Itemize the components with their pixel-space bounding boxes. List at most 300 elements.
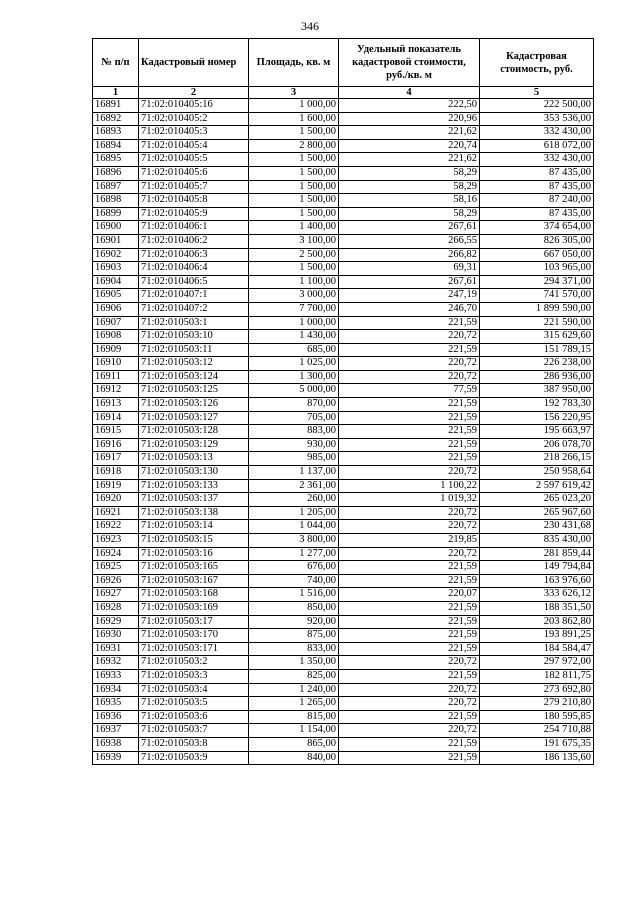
row-number: 16901 (93, 234, 139, 248)
row-number: 16906 (93, 302, 139, 316)
cadastral-number: 71:02:010503:127 (139, 411, 249, 425)
unit-rate-value: 69,31 (339, 262, 480, 276)
unit-rate-value: 222,50 (339, 99, 480, 113)
area-value: 740,00 (249, 574, 339, 588)
row-number: 16912 (93, 384, 139, 398)
table-row (93, 139, 594, 153)
header-area: Площадь, кв. м (249, 39, 339, 87)
cadastral-value: 265 023,20 (480, 493, 594, 507)
area-value: 1 500,00 (249, 180, 339, 194)
unit-rate-value: 219,85 (339, 534, 480, 548)
unit-rate-value: 220,72 (339, 506, 480, 520)
unit-rate-value: 220,07 (339, 588, 480, 602)
unit-rate-value: 220,72 (339, 547, 480, 561)
unit-rate-value: 221,59 (339, 425, 480, 439)
cadastral-number: 71:02:010503:169 (139, 601, 249, 615)
unit-rate-value: 1 019,32 (339, 493, 480, 507)
row-number: 16937 (93, 724, 139, 738)
table-row (93, 99, 594, 113)
cadastral-value: 163 976,60 (480, 574, 594, 588)
unit-rate-value: 267,61 (339, 221, 480, 235)
area-value: 833,00 (249, 642, 339, 656)
table-row (93, 398, 594, 412)
row-number: 16919 (93, 479, 139, 493)
table-row (93, 629, 594, 643)
row-number: 16938 (93, 737, 139, 751)
cadastral-value: 826 305,00 (480, 234, 594, 248)
header-cadastral-value: Кадастровая стоимость, руб. (480, 39, 594, 87)
cadastral-number: 71:02:010503:168 (139, 588, 249, 602)
area-value: 1 400,00 (249, 221, 339, 235)
unit-rate-value: 58,29 (339, 180, 480, 194)
cadastral-value: 149 794,84 (480, 561, 594, 575)
area-value: 7 700,00 (249, 302, 339, 316)
column-number: 5 (480, 87, 594, 99)
area-value: 825,00 (249, 669, 339, 683)
unit-rate-value: 221,62 (339, 126, 480, 140)
cadastral-value: 254 710,88 (480, 724, 594, 738)
row-number: 16933 (93, 669, 139, 683)
area-value: 1 600,00 (249, 112, 339, 126)
table-row (93, 452, 594, 466)
unit-rate-value: 220,72 (339, 724, 480, 738)
cadastral-value: 281 859,44 (480, 547, 594, 561)
cadastral-value: 741 570,00 (480, 289, 594, 303)
cadastral-number: 71:02:010503:137 (139, 493, 249, 507)
cadastral-number: 71:02:010503:167 (139, 574, 249, 588)
cadastral-value: 192 783,30 (480, 398, 594, 412)
cadastral-number: 71:02:010405:4 (139, 139, 249, 153)
cadastral-number: 71:02:010503:11 (139, 343, 249, 357)
unit-rate-value: 58,16 (339, 194, 480, 208)
unit-rate-value: 221,59 (339, 398, 480, 412)
table-row (93, 180, 594, 194)
cadastral-number: 71:02:010406:4 (139, 262, 249, 276)
cadastral-number: 71:02:010405:5 (139, 153, 249, 167)
area-value: 3 800,00 (249, 534, 339, 548)
row-number: 16936 (93, 710, 139, 724)
cadastral-number: 71:02:010503:6 (139, 710, 249, 724)
cadastral-number: 71:02:010503:130 (139, 466, 249, 480)
cadastral-number: 71:02:010405:6 (139, 166, 249, 180)
table-row (93, 126, 594, 140)
unit-rate-value: 221,59 (339, 615, 480, 629)
unit-rate-value: 221,59 (339, 710, 480, 724)
table-row (93, 316, 594, 330)
row-number: 16910 (93, 357, 139, 371)
table-row (93, 574, 594, 588)
table-body (93, 99, 594, 765)
unit-rate-value: 220,72 (339, 466, 480, 480)
table-row (93, 751, 594, 765)
area-value: 1 430,00 (249, 330, 339, 344)
table-row (93, 534, 594, 548)
table-row (93, 370, 594, 384)
page-number: 346 (301, 19, 319, 33)
cadastral-number: 71:02:010405:3 (139, 126, 249, 140)
unit-rate-value: 221,59 (339, 574, 480, 588)
table-row (93, 466, 594, 480)
row-number: 16923 (93, 534, 139, 548)
cadastral-value: 221 590,00 (480, 316, 594, 330)
cadastral-value: 294 371,00 (480, 275, 594, 289)
row-number: 16902 (93, 248, 139, 262)
row-number: 16917 (93, 452, 139, 466)
table-row (93, 153, 594, 167)
cadastral-number: 71:02:010503:3 (139, 669, 249, 683)
table-row (93, 601, 594, 615)
cadastral-value: 180 595,85 (480, 710, 594, 724)
cadastral-value: 87 435,00 (480, 180, 594, 194)
area-value: 705,00 (249, 411, 339, 425)
cadastral-number: 71:02:010406:3 (139, 248, 249, 262)
table-row (93, 411, 594, 425)
cadastral-value: 265 967,60 (480, 506, 594, 520)
cadastral-number: 71:02:010406:5 (139, 275, 249, 289)
cadastral-number: 71:02:010503:5 (139, 697, 249, 711)
row-number: 16893 (93, 126, 139, 140)
cadastral-number: 71:02:010405:2 (139, 112, 249, 126)
row-number: 16894 (93, 139, 139, 153)
cadastral-number: 71:02:010503:4 (139, 683, 249, 697)
unit-rate-value: 221,59 (339, 438, 480, 452)
cadastral-number: 71:02:010503:9 (139, 751, 249, 765)
unit-rate-value: 77,59 (339, 384, 480, 398)
table-row (93, 737, 594, 751)
area-value: 930,00 (249, 438, 339, 452)
cadastral-value: 279 210,80 (480, 697, 594, 711)
area-value: 2 500,00 (249, 248, 339, 262)
unit-rate-value: 58,29 (339, 166, 480, 180)
area-value: 2 800,00 (249, 139, 339, 153)
cadastral-number: 71:02:010503:129 (139, 438, 249, 452)
header-number: № п/п (93, 39, 139, 87)
area-value: 840,00 (249, 751, 339, 765)
table-row (93, 166, 594, 180)
cadastral-value: 1 899 590,00 (480, 302, 594, 316)
unit-rate-value: 246,70 (339, 302, 480, 316)
cadastral-number: 71:02:010503:133 (139, 479, 249, 493)
row-number: 16930 (93, 629, 139, 643)
column-number: 1 (93, 87, 139, 99)
area-value: 1 500,00 (249, 153, 339, 167)
cadastral-value: 184 584,47 (480, 642, 594, 656)
cadastral-value: 250 958,64 (480, 466, 594, 480)
cadastral-value: 87 435,00 (480, 207, 594, 221)
column-number-row (93, 87, 594, 99)
row-number: 16898 (93, 194, 139, 208)
cadastral-number: 71:02:010503:10 (139, 330, 249, 344)
cadastral-value: 286 936,00 (480, 370, 594, 384)
cadastral-value: 618 072,00 (480, 139, 594, 153)
row-number: 16939 (93, 751, 139, 765)
area-value: 1 205,00 (249, 506, 339, 520)
cadastral-value: 333 626,12 (480, 588, 594, 602)
area-value: 1 500,00 (249, 166, 339, 180)
unit-rate-value: 221,59 (339, 669, 480, 683)
unit-rate-value: 221,59 (339, 601, 480, 615)
table-row (93, 357, 594, 371)
unit-rate-value: 220,74 (339, 139, 480, 153)
cadastral-number: 71:02:010503:170 (139, 629, 249, 643)
cadastral-number: 71:02:010503:1 (139, 316, 249, 330)
row-number: 16918 (93, 466, 139, 480)
cadastral-value: 151 789,15 (480, 343, 594, 357)
row-number: 16922 (93, 520, 139, 534)
unit-rate-value: 220,96 (339, 112, 480, 126)
cadastral-value: 273 692,80 (480, 683, 594, 697)
row-number: 16924 (93, 547, 139, 561)
cadastral-number: 71:02:010503:16 (139, 547, 249, 561)
table-row (93, 506, 594, 520)
area-value: 676,00 (249, 561, 339, 575)
table-row (93, 615, 594, 629)
unit-rate-value: 221,59 (339, 751, 480, 765)
row-number: 16897 (93, 180, 139, 194)
table-row (93, 207, 594, 221)
row-number: 16891 (93, 99, 139, 113)
row-number: 16926 (93, 574, 139, 588)
area-value: 5 000,00 (249, 384, 339, 398)
row-number: 16895 (93, 153, 139, 167)
area-value: 1 500,00 (249, 262, 339, 276)
table-row (93, 425, 594, 439)
row-number: 16928 (93, 601, 139, 615)
row-number: 16896 (93, 166, 139, 180)
table-row (93, 234, 594, 248)
column-number: 4 (339, 87, 480, 99)
cadastral-number: 71:02:010405:16 (139, 99, 249, 113)
header-row (93, 39, 594, 87)
cadastral-value: 332 430,00 (480, 126, 594, 140)
area-value: 1 350,00 (249, 656, 339, 670)
unit-rate-value: 221,59 (339, 561, 480, 575)
unit-rate-value: 58,29 (339, 207, 480, 221)
cadastral-value: 230 431,68 (480, 520, 594, 534)
area-value: 1 277,00 (249, 547, 339, 561)
cadastral-number: 71:02:010503:138 (139, 506, 249, 520)
cadastral-value: 103 965,00 (480, 262, 594, 276)
row-number: 16925 (93, 561, 139, 575)
row-number: 16934 (93, 683, 139, 697)
cadastral-value: 186 135,60 (480, 751, 594, 765)
area-value: 815,00 (249, 710, 339, 724)
unit-rate-value: 221,59 (339, 411, 480, 425)
table-row (93, 275, 594, 289)
cadastral-number: 71:02:010407:1 (139, 289, 249, 303)
cadastral-value: 203 862,80 (480, 615, 594, 629)
table-row (93, 262, 594, 276)
area-value: 2 361,00 (249, 479, 339, 493)
cadastral-value: 353 536,00 (480, 112, 594, 126)
cadastral-number: 71:02:010503:15 (139, 534, 249, 548)
table-row (93, 221, 594, 235)
cadastral-value: 332 430,00 (480, 153, 594, 167)
table-row (93, 384, 594, 398)
area-value: 1 500,00 (249, 207, 339, 221)
row-number: 16892 (93, 112, 139, 126)
table-row (93, 588, 594, 602)
row-number: 16908 (93, 330, 139, 344)
table-row (93, 656, 594, 670)
cadastral-value: 193 891,25 (480, 629, 594, 643)
cadastral-value: 87 240,00 (480, 194, 594, 208)
area-value: 1 500,00 (249, 194, 339, 208)
row-number: 16905 (93, 289, 139, 303)
row-number: 16903 (93, 262, 139, 276)
cadastral-number: 71:02:010503:7 (139, 724, 249, 738)
table-row (93, 479, 594, 493)
table-row (93, 302, 594, 316)
cadastral-number: 71:02:010503:12 (139, 357, 249, 371)
unit-rate-value: 220,72 (339, 697, 480, 711)
table-row (93, 724, 594, 738)
area-value: 1 000,00 (249, 316, 339, 330)
cadastral-number: 71:02:010503:165 (139, 561, 249, 575)
cadastral-number: 71:02:010406:2 (139, 234, 249, 248)
unit-rate-value: 221,59 (339, 343, 480, 357)
cadastral-number: 71:02:010405:8 (139, 194, 249, 208)
cadastral-value: 222 500,00 (480, 99, 594, 113)
row-number: 16916 (93, 438, 139, 452)
table-row (93, 561, 594, 575)
cadastral-value: 156 220,95 (480, 411, 594, 425)
table-row (93, 683, 594, 697)
area-value: 1 100,00 (249, 275, 339, 289)
cadastral-value: 2 597 619,42 (480, 479, 594, 493)
header-cadastral-number: Кадастровый номер (139, 39, 249, 87)
cadastral-table (92, 38, 594, 765)
cadastral-value: 188 351,50 (480, 601, 594, 615)
area-value: 685,00 (249, 343, 339, 357)
unit-rate-value: 220,72 (339, 520, 480, 534)
area-value: 1 516,00 (249, 588, 339, 602)
cadastral-number: 71:02:010503:2 (139, 656, 249, 670)
unit-rate-value: 221,59 (339, 642, 480, 656)
unit-rate-value: 221,59 (339, 629, 480, 643)
area-value: 1 154,00 (249, 724, 339, 738)
cadastral-value: 182 811,75 (480, 669, 594, 683)
unit-rate-value: 220,72 (339, 683, 480, 697)
unit-rate-value: 221,62 (339, 153, 480, 167)
cadastral-value: 315 629,60 (480, 330, 594, 344)
area-value: 1 265,00 (249, 697, 339, 711)
unit-rate-value: 220,72 (339, 656, 480, 670)
row-number: 16904 (93, 275, 139, 289)
column-number: 3 (249, 87, 339, 99)
area-value: 1 025,00 (249, 357, 339, 371)
cadastral-value: 387 950,00 (480, 384, 594, 398)
area-value: 1 500,00 (249, 126, 339, 140)
table-row (93, 330, 594, 344)
area-value: 3 100,00 (249, 234, 339, 248)
unit-rate-value: 220,72 (339, 330, 480, 344)
row-number: 16914 (93, 411, 139, 425)
table-row (93, 289, 594, 303)
cadastral-value: 226 238,00 (480, 357, 594, 371)
table-row (93, 493, 594, 507)
table-row (93, 547, 594, 561)
table-row (93, 194, 594, 208)
cadastral-value: 87 435,00 (480, 166, 594, 180)
unit-rate-value: 266,55 (339, 234, 480, 248)
cadastral-value: 667 050,00 (480, 248, 594, 262)
table-row (93, 697, 594, 711)
cadastral-number: 71:02:010503:128 (139, 425, 249, 439)
row-number: 16921 (93, 506, 139, 520)
unit-rate-value: 220,72 (339, 370, 480, 384)
unit-rate-value: 1 100,22 (339, 479, 480, 493)
cadastral-number: 71:02:010503:13 (139, 452, 249, 466)
row-number: 16907 (93, 316, 139, 330)
area-value: 260,00 (249, 493, 339, 507)
table-row (93, 710, 594, 724)
area-value: 3 000,00 (249, 289, 339, 303)
cadastral-number: 71:02:010503:171 (139, 642, 249, 656)
row-number: 16920 (93, 493, 139, 507)
cadastral-value: 191 675,35 (480, 737, 594, 751)
row-number: 16932 (93, 656, 139, 670)
unit-rate-value: 221,59 (339, 737, 480, 751)
area-value: 875,00 (249, 629, 339, 643)
table-row (93, 438, 594, 452)
table-row (93, 669, 594, 683)
area-value: 985,00 (249, 452, 339, 466)
table-row (93, 520, 594, 534)
cadastral-value: 195 663,97 (480, 425, 594, 439)
area-value: 850,00 (249, 601, 339, 615)
area-value: 1 000,00 (249, 99, 339, 113)
header-unit-rate: Удельный показатель кадастровой стоимости, руб./кв. м (339, 39, 480, 87)
column-number: 2 (139, 87, 249, 99)
cadastral-number: 71:02:010503:126 (139, 398, 249, 412)
row-number: 16911 (93, 370, 139, 384)
row-number: 16929 (93, 615, 139, 629)
cadastral-number: 71:02:010503:124 (139, 370, 249, 384)
row-number: 16913 (93, 398, 139, 412)
row-number: 16931 (93, 642, 139, 656)
cadastral-value: 206 078,70 (480, 438, 594, 452)
cadastral-value: 374 654,00 (480, 221, 594, 235)
area-value: 870,00 (249, 398, 339, 412)
area-value: 1 044,00 (249, 520, 339, 534)
unit-rate-value: 267,61 (339, 275, 480, 289)
table-row (93, 642, 594, 656)
unit-rate-value: 221,59 (339, 316, 480, 330)
row-number: 16900 (93, 221, 139, 235)
area-value: 1 240,00 (249, 683, 339, 697)
row-number: 16915 (93, 425, 139, 439)
table-row (93, 248, 594, 262)
cadastral-number: 71:02:010405:7 (139, 180, 249, 194)
cadastral-value: 218 266,15 (480, 452, 594, 466)
table-row (93, 112, 594, 126)
cadastral-number: 71:02:010503:14 (139, 520, 249, 534)
row-number: 16935 (93, 697, 139, 711)
area-value: 1 300,00 (249, 370, 339, 384)
unit-rate-value: 220,72 (339, 357, 480, 371)
unit-rate-value: 221,59 (339, 452, 480, 466)
row-number: 16909 (93, 343, 139, 357)
unit-rate-value: 247,19 (339, 289, 480, 303)
cadastral-value: 297 972,00 (480, 656, 594, 670)
cadastral-value: 835 430,00 (480, 534, 594, 548)
unit-rate-value: 266,82 (339, 248, 480, 262)
cadastral-number: 71:02:010503:8 (139, 737, 249, 751)
area-value: 1 137,00 (249, 466, 339, 480)
row-number: 16899 (93, 207, 139, 221)
cadastral-number: 71:02:010405:9 (139, 207, 249, 221)
